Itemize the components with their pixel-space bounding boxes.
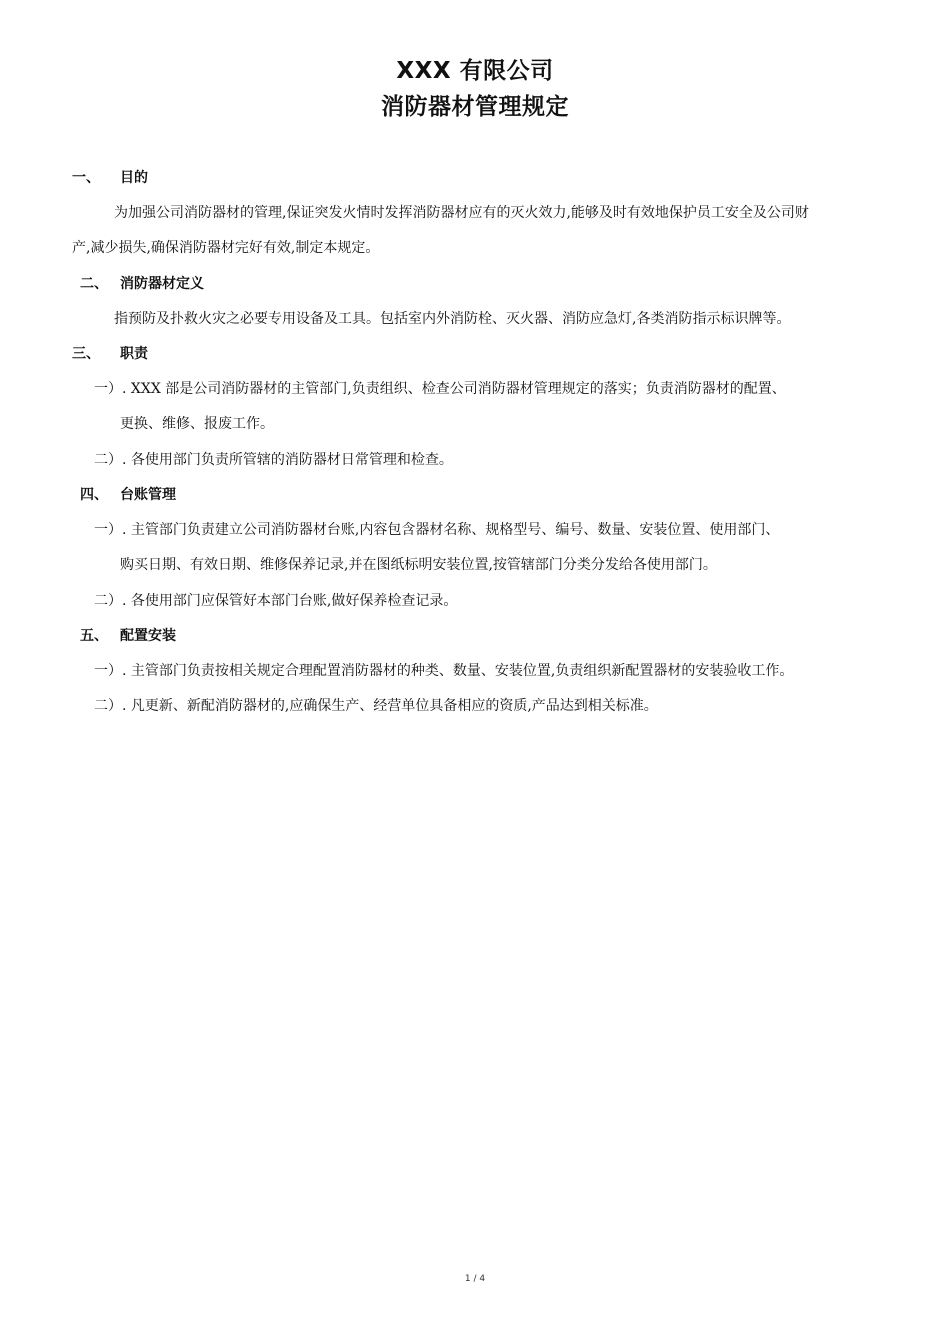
section-title: 目的: [120, 170, 148, 186]
list-text: 主管部门负责建立公司消防器材台账,内容包含器材名称、规格型号、编号、数量、安装位置、使用部门、: [130, 522, 780, 538]
list-item: [94, 696, 658, 716]
section-title: 消防器材定义: [120, 276, 204, 292]
document-title-company: XXX 有限公司: [396, 58, 554, 84]
section-heading-installation: [80, 626, 176, 646]
list-text: 各使用部门应保管好本部门台账,做好保养检查记录。: [130, 593, 458, 609]
list-marker: 一）.: [94, 522, 127, 538]
section-number: 四、: [80, 487, 108, 503]
list-item: [94, 450, 453, 470]
section-title: 职责: [120, 346, 148, 362]
list-item: [94, 520, 779, 540]
section-number: 五、: [80, 628, 108, 644]
section-number: 二、: [80, 276, 108, 292]
list-marker: 二）.: [94, 698, 127, 714]
list-text: 凡更新、新配消防器材的,应确保生产、经营单位具备相应的资质,产品达到相关标准。: [130, 698, 658, 714]
paragraph-line: 指预防及扑救火灾之必要专用设备及工具。包括室内外消防栓、灭火器、消防应急灯,各类消防指示标识牌等。: [114, 311, 791, 327]
section-heading-ledger: [80, 485, 176, 505]
paragraph-line: 产,减少损失,确保消防器材完好有效,制定本规定。: [72, 240, 380, 256]
section-heading-purpose: [72, 168, 148, 188]
list-marker: 一）.: [94, 663, 127, 679]
list-item-continuation: 购买日期、有效日期、维修保养记录,并在图纸标明安装位置,按管辖部门分类分发给各使用部门。: [120, 557, 717, 573]
list-text: 主管部门负责按相关规定合理配置消防器材的种类、数量、安装位置,负责组织新配置器材的安装验收工作。: [130, 663, 794, 679]
list-item: [94, 591, 457, 611]
list-marker: 二）.: [94, 452, 127, 468]
list-text: 各使用部门负责所管辖的消防器材日常管理和检查。: [130, 452, 453, 468]
list-text: XXX 部是公司消防器材的主管部门,负责组织、检查公司消防器材管理规定的落实；负责消防器材的配置、: [130, 381, 786, 397]
list-item: [94, 661, 793, 681]
list-item: [94, 379, 786, 399]
list-marker: 一）.: [94, 381, 127, 397]
section-number: 三、: [72, 346, 100, 362]
page-number: 1 / 4: [464, 1274, 486, 1284]
section-heading-responsibilities: [72, 344, 148, 364]
document-title: 消防器材管理规定: [381, 94, 569, 120]
list-item-continuation: 更换、维修、报废工作。: [120, 416, 274, 432]
section-title: 配置安装: [120, 628, 176, 644]
section-number: 一、: [72, 170, 100, 186]
paragraph-line: 为加强公司消防器材的管理,保证突发火情时发挥消防器材应有的灭火效力,能够及时有效地保护员工安全及公司财: [114, 205, 809, 221]
list-marker: 二）.: [94, 593, 127, 609]
section-heading-definition: [80, 274, 204, 294]
section-title: 台账管理: [120, 487, 176, 503]
